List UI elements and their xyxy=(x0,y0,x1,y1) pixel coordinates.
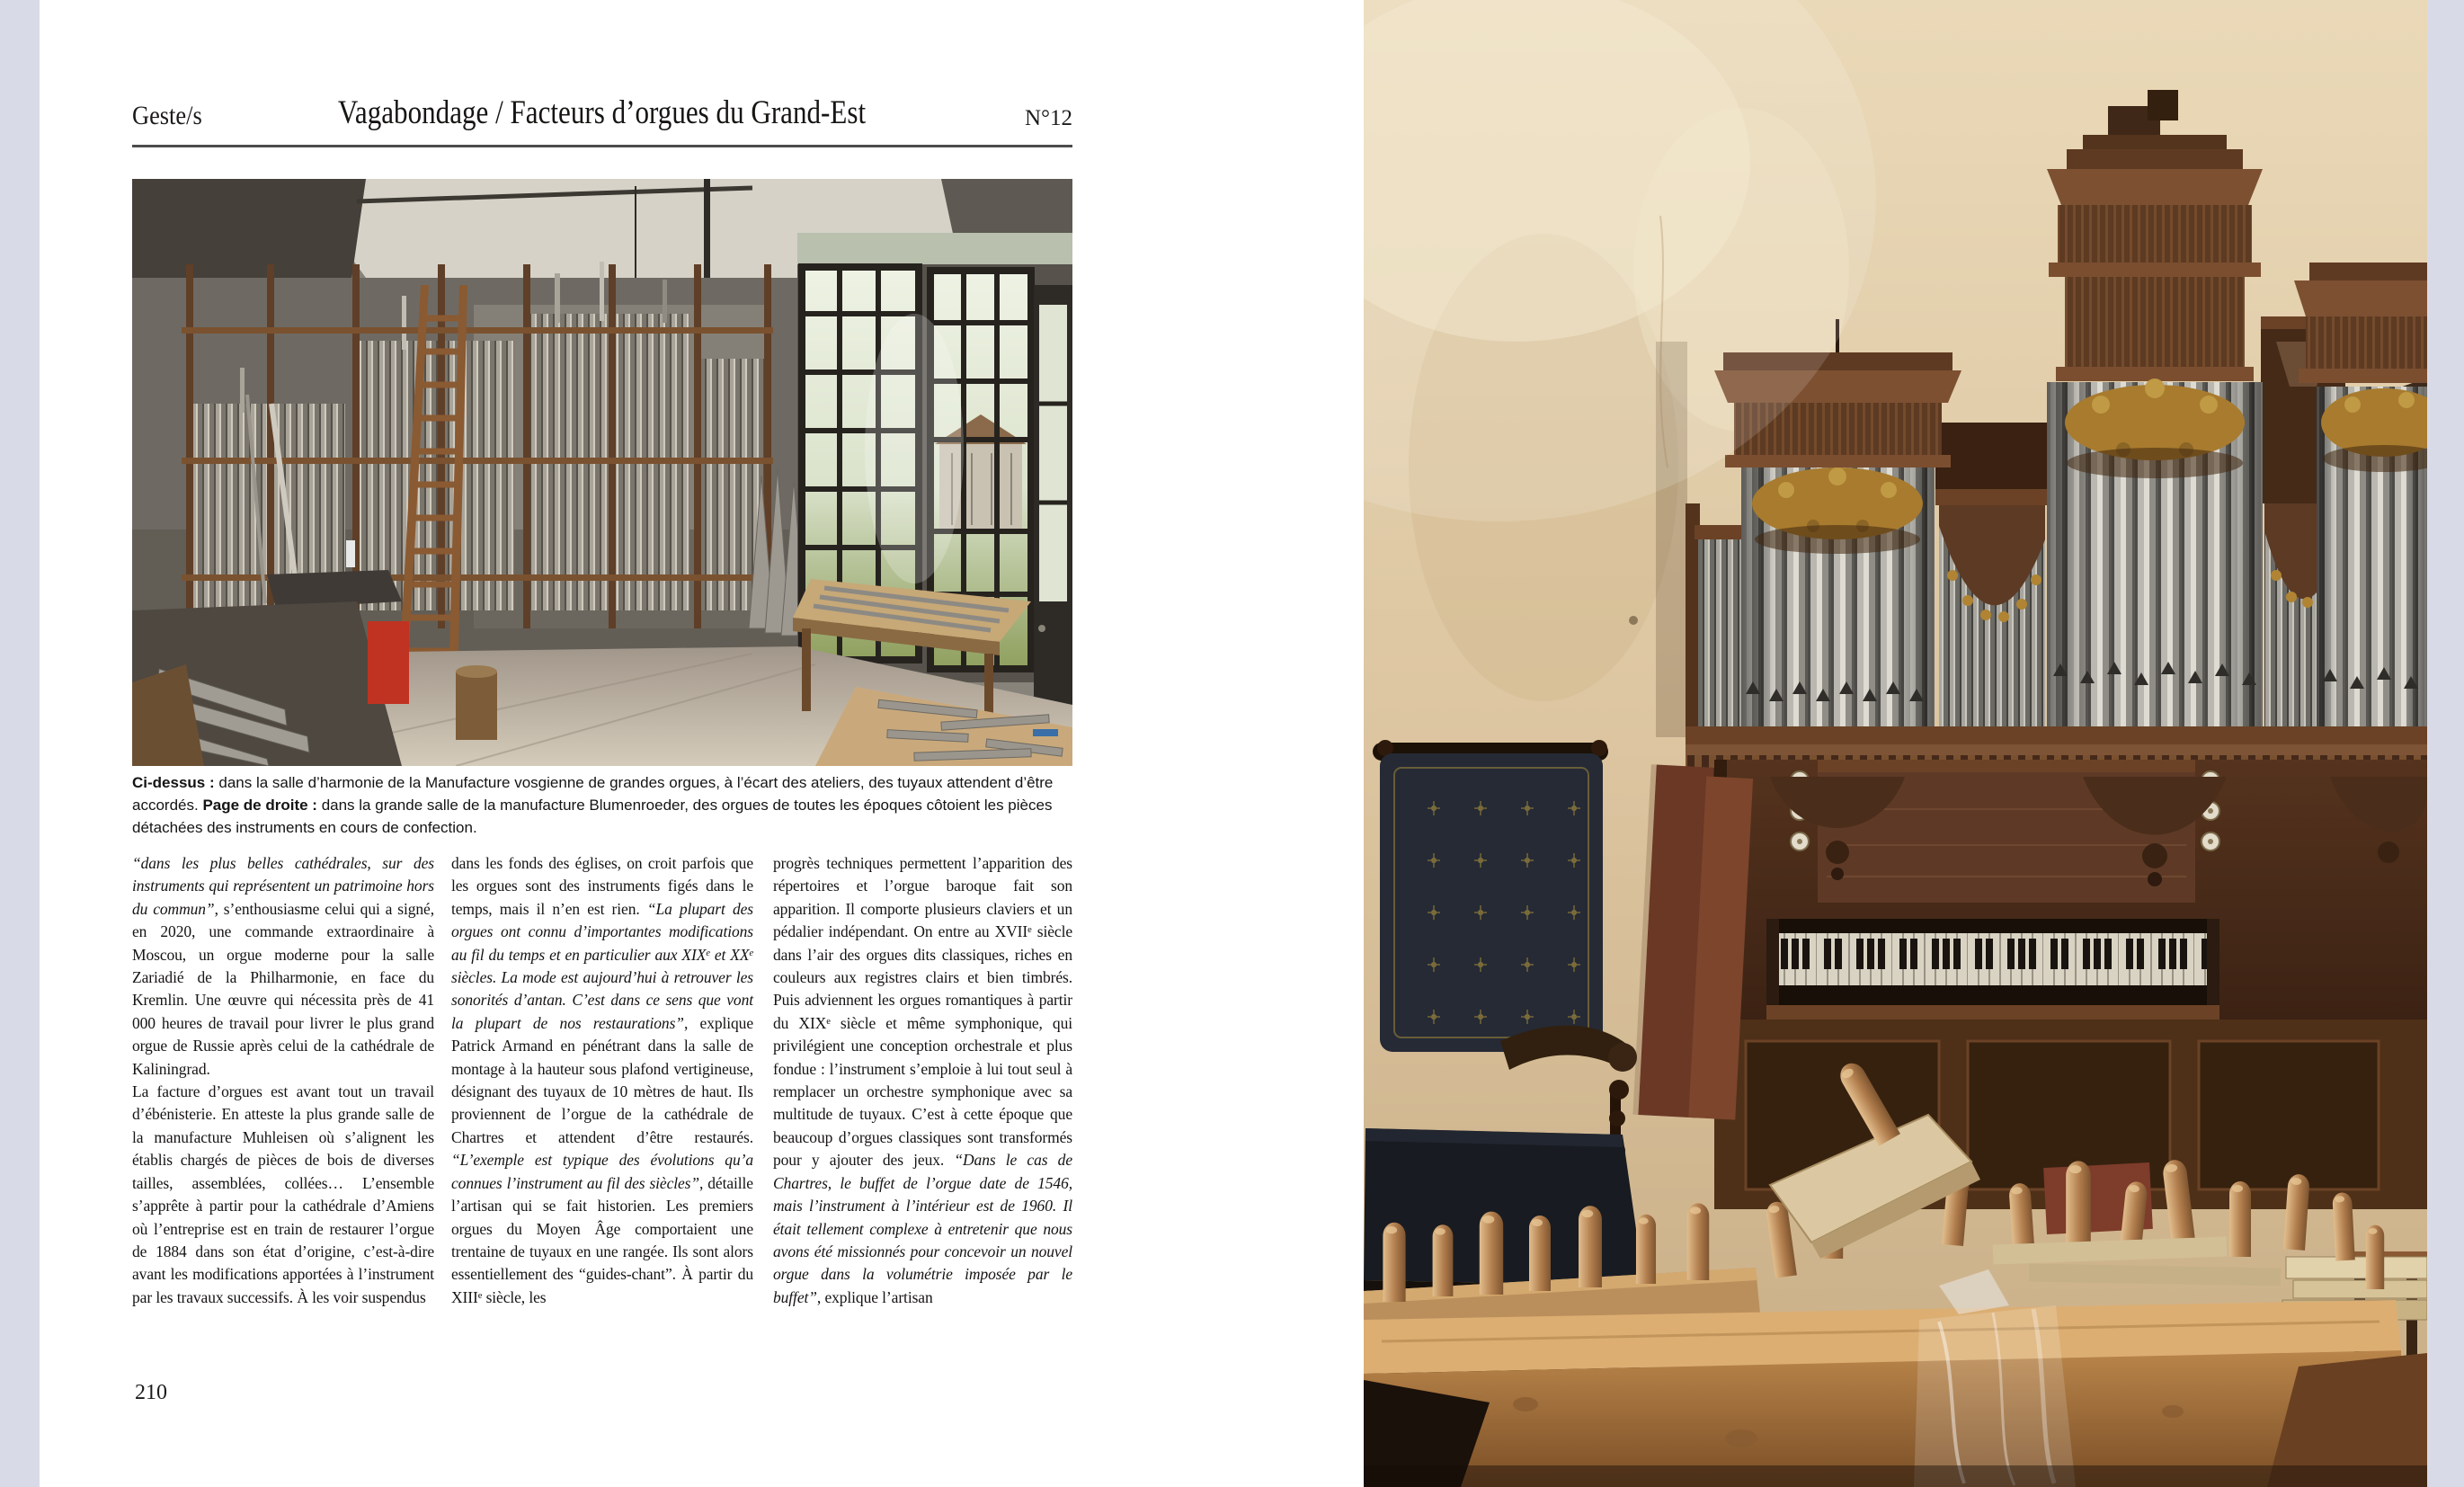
photo-caption: Ci-dessus : dans la salle d’harmonie de la Manufacture vosgienne de grandes orgues, à l’écart des ateliers, des tuyaux attendent d’être accordés. Page de droite : dans la grande salle de la manufacture Blumenroeder, des orgues de toutes les époques côtoient les pièces détachées des instruments en cours de confection. xyxy=(132,774,1054,836)
blue-tool xyxy=(1033,729,1058,736)
workshop-photo-illustration xyxy=(132,179,1072,766)
organ-bay-left xyxy=(1935,423,2049,728)
bucket xyxy=(456,665,497,740)
brand: Geste/s xyxy=(132,101,202,130)
caption-label-above: Ci-dessus : xyxy=(132,774,215,791)
right-page-photo xyxy=(1364,0,2427,1487)
text-column-2: dans les fonds des églises, on croit parfois que les orgues sont des instruments figés dans le temps, mais il n’en est rien. “La plupart des orgues ont connu d’importantes modifications au fil du temps et en particulier aux XIXe et XXe siècles. La mode est aujourd’hui à retrouver les sonorités d’antan. C’est dans ce sens que vont la plupart de nos restaurations”, explique Patrick Armand en pénétrant dans la salle de montage à la hauteur sous plafond vertigineuse, désignant des tuyaux de 10 mètres de haut. Ils proviennent de l’orgue de la cathédrale de Chartres et attendent d’être restaurés. “L’exemple est typique des évolutions qu’a connues l’instrument au fil des siècles”, détaille l’artisan qui se fait historien. Les premiers orgues du Moyen Âge comportaient une trentaine de tuyaux en une rangée. Ils sont alors essentiellement des “guides-chant”. À partir du XIIIe siècle, les xyxy=(451,854,754,1306)
organ-photo-illustration xyxy=(1364,0,2427,1487)
text-column-3: progrès techniques permettent l’apparition des répertoires et l’orgue baroque fait son apparition. Il comporte plusieurs claviers et un pédalier indépendant. On entre au XVIIe siècle dans l’air des orgues dits classiques, riches en couleurs aux registres clairs et bien timbrés. Puis adviennent les orgues romantiques à partir du XIXe siècle et même symphonique, qui privilégient une conception orchestrale et plus fondue : l’instrument s’emploie à lui tout seul à remplacer un orchestre symphonique avec sa multitude de tuyaux. C’est à cette époque que beaucoup d’orgues classiques sont transformés pour y ajouter des jeux. “Dans le cas de Chartres, le buffet de l’orgue date de 1546, mais l’instrument à l’intérieur est de 1960. Il était tellement complexe à entretenir que nous avons été missionnés pour concevoir un nouvel orgue dans la volumétrie imposée par le buffet”, explique l’artisan xyxy=(773,854,1073,1306)
page-title: Vagabondage / Facteurs d’orgues du Grand-Est xyxy=(338,94,867,131)
organ-console xyxy=(1714,760,2427,1209)
article-body xyxy=(132,852,1072,1356)
header-rule xyxy=(132,145,1072,147)
front-beam xyxy=(1364,1300,2405,1487)
wall-nail xyxy=(1629,616,1638,625)
gold-ornament xyxy=(2321,388,2427,472)
page-number: 210 xyxy=(135,1381,167,1404)
left-page xyxy=(40,0,1364,1487)
issue-number: N°12 xyxy=(1024,106,1072,130)
workshop-door xyxy=(1034,285,1072,709)
gold-ornament xyxy=(1752,467,1923,554)
workshop-photo xyxy=(132,179,1072,766)
text-column-1: “dans les plus belles cathédrales, sur des instruments qui représentent un patrimoine hors du commun”, s’enthousiasme celui qui a signé, en 2020, une commande extraordinaire à Moscou, un orgue moderne pour la salle Zariadié de la Philharmonie, en face du Kremlin. Une œuvre qui nécessita près de 41 000 heures de travail pour livrer le plus grand orgue de Russie après celui de la cathédrale de Kaliningrad. La facture d’orgues est avant tout un travail d’ébénisterie. En atteste la plus grande salle de la manufacture Muhleisen où s’alignent les établis chargés de pièces de bois de diverses tailles, assemblées, collées… L’ensemble s’apprête à partir pour la cathédrale d’Amiens où l’entreprise est en train de restaurer l’orgue de 1884 dans son état d’origine, c’est-à-dire avant les modifications apportées à l’instrument par les travaux successifs. À les voir suspendus xyxy=(132,854,434,1306)
organ-keyboard xyxy=(1766,919,2219,1005)
red-cabinet xyxy=(368,621,409,704)
bottle xyxy=(346,540,355,567)
leaning-panels xyxy=(1632,764,1753,1119)
caption-label-right: Page de droite : xyxy=(202,797,317,814)
organ-center-tower xyxy=(2047,90,2263,728)
